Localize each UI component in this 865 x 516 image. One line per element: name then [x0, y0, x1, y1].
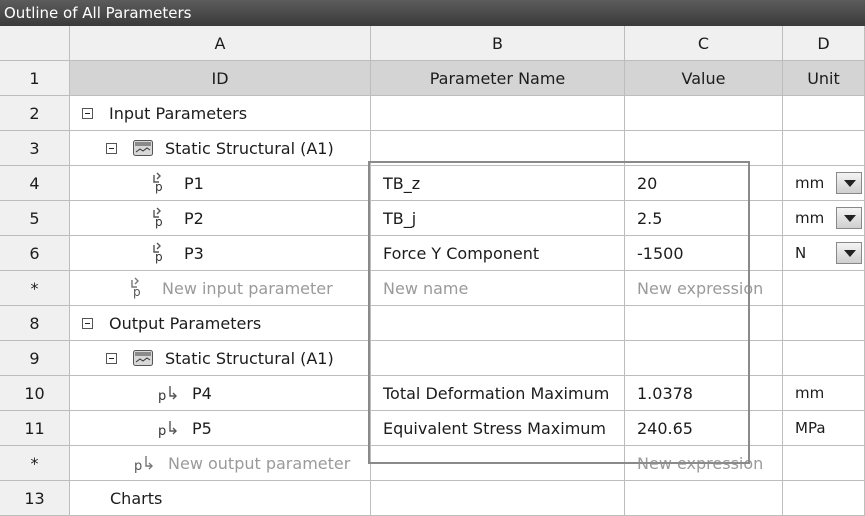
- table-row[interactable]: [0, 411, 865, 446]
- parameter-id: P5: [192, 418, 212, 438]
- parameter-name-cell[interactable]: TB_z: [371, 166, 625, 201]
- parameter-name-header: Parameter Name: [371, 61, 625, 96]
- svg-text:p: p: [133, 285, 141, 299]
- output-parameter-icon: [134, 452, 156, 474]
- svg-text:p: p: [155, 180, 163, 194]
- row-number: 1: [0, 61, 70, 96]
- parameter-id: P3: [184, 243, 204, 263]
- group-label: Input Parameters: [109, 103, 248, 123]
- table-row[interactable]: [0, 166, 865, 201]
- corner-cell[interactable]: [0, 26, 70, 61]
- value-cell[interactable]: 20: [625, 166, 783, 201]
- row-number: 2: [0, 96, 70, 131]
- column-header-b[interactable]: B: [371, 26, 625, 61]
- row-number: 10: [0, 376, 70, 411]
- table-row[interactable]: [0, 131, 865, 166]
- input-parameter-icon: [150, 172, 172, 194]
- table-row[interactable]: [0, 201, 865, 236]
- row-number: 13: [0, 481, 70, 516]
- table-row[interactable]: [0, 61, 865, 96]
- collapse-toggle-icon[interactable]: [82, 108, 93, 119]
- dropdown-arrow-icon[interactable]: [836, 172, 862, 194]
- parameter-name-cell[interactable]: TB_j: [371, 201, 625, 236]
- row-number: 9: [0, 341, 70, 376]
- column-header-a[interactable]: A: [70, 26, 371, 61]
- collapse-toggle-icon[interactable]: [106, 353, 117, 364]
- collapse-toggle-icon[interactable]: [106, 143, 117, 154]
- svg-text:p: p: [155, 215, 163, 229]
- row-number: 6: [0, 236, 70, 271]
- table-row[interactable]: [0, 236, 865, 271]
- row-number: 8: [0, 306, 70, 341]
- value-cell: 1.0378: [625, 376, 783, 411]
- parameter-id: P1: [184, 173, 204, 193]
- unit-label: MPa: [795, 419, 826, 437]
- static-structural-system-icon: [133, 350, 153, 366]
- system-label: Static Structural (A1): [165, 138, 334, 158]
- unit-header: Unit: [783, 61, 865, 96]
- svg-text:p: p: [134, 459, 143, 474]
- column-header-row: [0, 26, 865, 61]
- svg-text:p: p: [155, 250, 163, 264]
- output-parameter-icon: [158, 382, 180, 404]
- table-row[interactable]: [0, 96, 865, 131]
- value-header: Value: [625, 61, 783, 96]
- parameter-name-cell[interactable]: Equivalent Stress Maximum: [371, 411, 625, 446]
- row-number: 3: [0, 131, 70, 166]
- column-header-c[interactable]: C: [625, 26, 783, 61]
- row-number: *: [0, 446, 70, 481]
- row-number: 4: [0, 166, 70, 201]
- new-name-placeholder[interactable]: New name: [371, 271, 625, 306]
- table-row[interactable]: [0, 341, 865, 376]
- input-parameter-icon: [150, 207, 172, 229]
- panel-title: Outline of All Parameters: [0, 0, 865, 26]
- new-output-parameter-placeholder[interactable]: New output parameter: [168, 453, 351, 473]
- system-label: Static Structural (A1): [165, 348, 334, 368]
- table-row[interactable]: [0, 376, 865, 411]
- input-parameter-icon: [150, 242, 172, 264]
- table-row[interactable]: [0, 446, 865, 481]
- static-structural-system-icon: [133, 140, 153, 156]
- input-parameter-icon: [128, 277, 150, 299]
- parameter-id: P4: [192, 383, 212, 403]
- new-expression-placeholder[interactable]: New expression: [625, 271, 783, 306]
- dropdown-arrow-icon[interactable]: [836, 242, 862, 264]
- collapse-toggle-icon[interactable]: [82, 318, 93, 329]
- output-parameter-icon: [158, 417, 180, 439]
- column-header-d[interactable]: D: [783, 26, 865, 61]
- parameter-name-cell[interactable]: Force Y Component: [371, 236, 625, 271]
- unit-label: mm: [795, 209, 825, 227]
- unit-label: N: [795, 244, 807, 262]
- unit-label: mm: [795, 174, 825, 192]
- row-number: 11: [0, 411, 70, 446]
- parameter-id: P2: [184, 208, 204, 228]
- row-number: 5: [0, 201, 70, 236]
- value-cell: 240.65: [625, 411, 783, 446]
- svg-text:p: p: [158, 389, 167, 404]
- table-row[interactable]: [0, 481, 865, 516]
- row-number: *: [0, 271, 70, 306]
- group-label: Output Parameters: [109, 313, 262, 333]
- charts-label: Charts: [70, 481, 371, 516]
- svg-text:p: p: [158, 424, 167, 439]
- value-cell[interactable]: 2.5: [625, 201, 783, 236]
- id-header: ID: [70, 61, 371, 96]
- new-input-parameter-placeholder[interactable]: New input parameter: [162, 278, 333, 298]
- value-cell[interactable]: -1500: [625, 236, 783, 271]
- new-expression-placeholder[interactable]: New expression: [625, 446, 783, 481]
- table-row[interactable]: [0, 271, 865, 306]
- dropdown-arrow-icon[interactable]: [836, 207, 862, 229]
- table-row[interactable]: [0, 306, 865, 341]
- parameter-name-cell[interactable]: Total Deformation Maximum: [371, 376, 625, 411]
- unit-label: mm: [795, 384, 825, 402]
